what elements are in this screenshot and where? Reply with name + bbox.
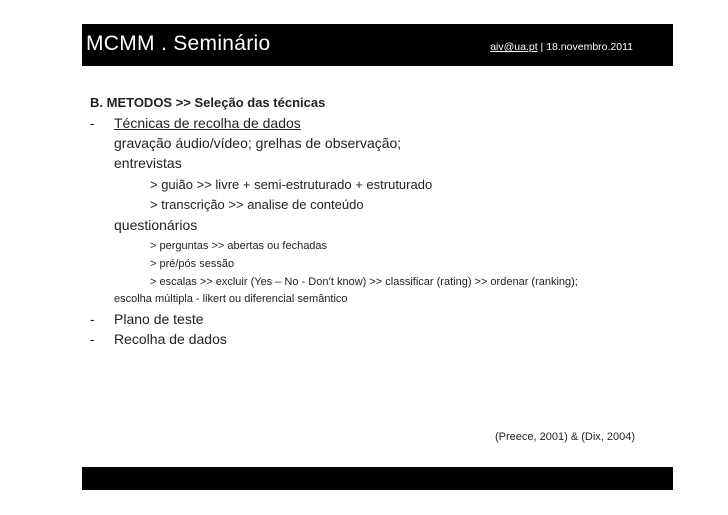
questionnaire-questions-line: > perguntas >> abertas ou fechadas [150, 240, 328, 252]
questionnaires-line: questionários [114, 217, 198, 233]
bullet-dash: - [90, 331, 95, 347]
questionnaire-multiple-line: escolha múltipla - likert ou diferencial semântico [114, 293, 348, 305]
interviews-line: entrevistas [114, 155, 182, 171]
bullet-techniques: Técnicas de recolha de dados [114, 115, 301, 131]
header-meta [490, 41, 633, 53]
interviews-transcription-line: > transcrição >> analise de conteúdo [150, 197, 364, 212]
interviews-guide-line: > guião >> livre + semi-estruturado + estruturado [150, 177, 433, 192]
footer-bar [82, 467, 673, 490]
header-bar [82, 24, 673, 66]
slide-title: MCMM . Seminário [86, 32, 271, 55]
recording-line: gravação áudio/vídeo; grelhas de observação; [114, 135, 402, 151]
bullet-dash: - [90, 311, 95, 327]
bullet-dash: - [90, 115, 95, 131]
email-link[interactable]: aiv@ua.pt [490, 41, 538, 53]
questionnaire-scales-line: > escalas >> excluir (Yes – No - Don’t know) >> classificar (rating) >> ordenar (ranking); [150, 276, 578, 288]
section-heading: B. METODOS >> Seleção das técnicas [90, 95, 326, 110]
slide-date: 18.novembro.2011 [546, 41, 633, 53]
bullet-test-plan: Plano de teste [114, 311, 204, 327]
bullet-data-collection: Recolha de dados [114, 331, 227, 347]
questionnaire-prepost-line: > pré/pós sessão [150, 258, 235, 270]
meta-separator: | [540, 41, 544, 53]
reference-citation: (Preece, 2001) & (Dix, 2004) [495, 431, 636, 443]
